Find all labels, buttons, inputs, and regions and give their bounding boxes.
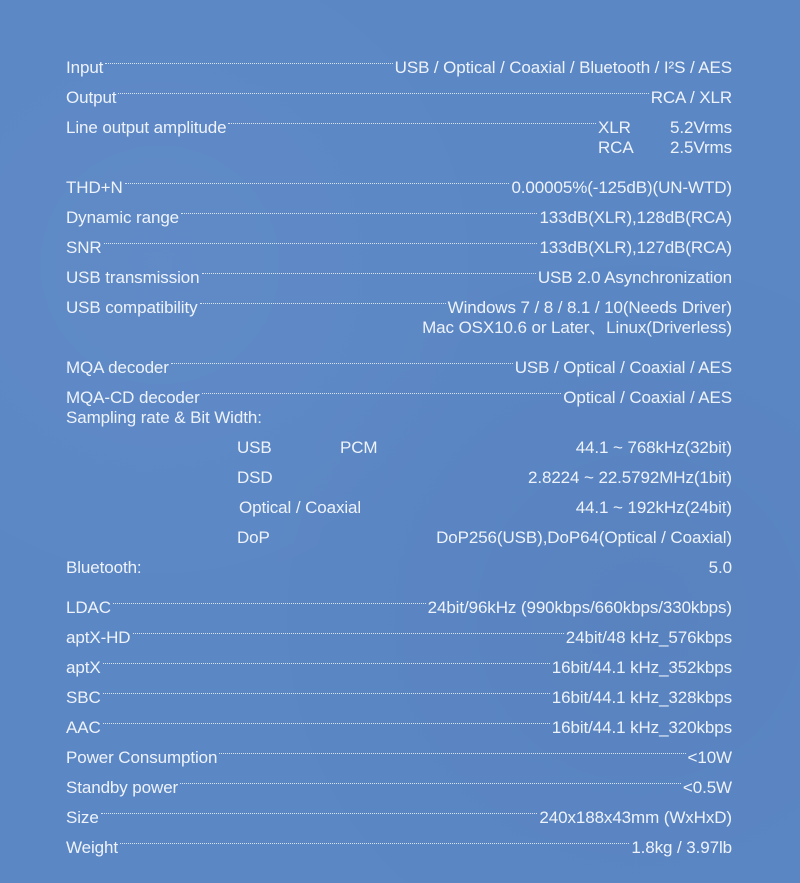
spec-row-line-output-amplitude <box>66 103 732 137</box>
spec-value: 16bit/44.1 kHz_328kbps <box>551 688 732 707</box>
dot-leader <box>200 283 446 313</box>
dot-leader <box>103 703 550 733</box>
sampling-row-usb <box>66 433 732 463</box>
spec-label: SBC <box>66 688 101 707</box>
spec-value: 240x188x43mm (WxHxD) <box>539 808 732 827</box>
dot-leader <box>219 733 685 763</box>
spec-label: USB compatibility <box>66 298 198 317</box>
spec-label: AAC <box>66 718 101 737</box>
dot-leader <box>180 763 681 793</box>
spec-value: <10W <box>687 748 732 767</box>
sampling-row-dsd <box>66 463 732 493</box>
spec-value: 133dB(XLR),127dB(RCA) <box>539 238 732 257</box>
spec-value: RCA / XLR <box>650 88 732 107</box>
spec-label: THD+N <box>66 178 123 197</box>
dot-leader <box>103 673 550 703</box>
dot-leader <box>125 163 510 193</box>
spec-row-mqa-decoder <box>66 343 732 377</box>
spec-label: Dynamic range <box>66 208 180 227</box>
spec-value: Mac OSX10.6 or Later、Linux(Driverless) <box>422 318 732 337</box>
spec-value: 133dB(XLR),128dB(RCA) <box>539 208 732 227</box>
dot-leader <box>181 193 537 223</box>
spec-value: Optical / Coaxial / AES <box>563 388 732 407</box>
xlr-value: 5.2Vrms <box>670 118 732 137</box>
spec-row-thd-n <box>66 163 732 197</box>
spec-label: aptX-HD <box>66 628 131 647</box>
sampling-row-optical-coaxial <box>66 493 732 523</box>
dot-leader <box>228 103 596 133</box>
spec-value: 16bit/44.1 kHz_352kbps <box>551 658 732 677</box>
sampling-key: DoP <box>237 528 270 547</box>
dot-leader <box>133 613 564 643</box>
dot-leader <box>202 253 536 283</box>
spec-label: MQA-CD decoder <box>66 388 200 407</box>
spec-value: 24bit/96kHz (990kbps/660kbps/330kbps) <box>427 598 732 617</box>
spec-label: SNR <box>66 238 102 257</box>
dot-leader <box>113 583 426 613</box>
spec-label: Weight <box>66 838 119 857</box>
spec-value: <0.5W <box>682 778 732 797</box>
spec-value: 16bit/44.1 kHz_320kbps <box>551 718 732 737</box>
spec-value: 1.8kg / 3.97lb <box>631 838 732 857</box>
sampling-row-dop <box>66 523 732 553</box>
spec-label: Input <box>66 58 104 77</box>
spec-value: 5.0 <box>708 558 732 577</box>
rca-key: RCA <box>598 138 634 157</box>
spec-row-input <box>66 43 732 77</box>
spec-value: USB / Optical / Coaxial / AES <box>514 358 732 377</box>
spec-label: USB transmission <box>66 268 200 287</box>
spec-value: USB / Optical / Coaxial / Bluetooth / I²S / AES <box>394 58 732 77</box>
sampling-key: USB <box>237 438 272 457</box>
spec-label: Bluetooth: <box>66 558 142 577</box>
spec-label: Size <box>66 808 99 827</box>
spec-label: Standby power <box>66 778 179 797</box>
spec-value: USB 2.0 Asynchronization <box>537 268 732 287</box>
spec-section-heading: Sampling rate & Bit Width: <box>66 408 262 427</box>
rca-value: 2.5Vrms <box>670 138 732 157</box>
spec-value <box>598 133 732 163</box>
dot-leader <box>202 373 562 403</box>
spec-row-output <box>66 73 732 107</box>
sampling-key: DSD <box>237 468 273 487</box>
dot-leader <box>105 43 392 73</box>
dot-leader <box>171 343 513 373</box>
dot-leader <box>101 793 538 823</box>
dot-leader <box>120 823 629 853</box>
spec-label: Output <box>66 88 117 107</box>
dot-leader <box>104 223 538 253</box>
spec-label: MQA decoder <box>66 358 169 377</box>
sampling-key: Optical / Coaxial <box>239 498 362 517</box>
spec-sheet <box>66 43 732 857</box>
spec-label: Power Consumption <box>66 748 218 767</box>
spec-row-power-consumption <box>66 733 732 767</box>
sampling-subkey: PCM <box>340 438 378 457</box>
sampling-value: DoP256(USB),DoP64(Optical / Coaxial) <box>436 528 732 547</box>
dot-leader <box>103 643 550 673</box>
spec-label: Line output amplitude <box>66 118 227 137</box>
sampling-value: 44.1 ~ 192kHz(24bit) <box>575 498 732 517</box>
spec-row-bluetooth <box>66 553 732 583</box>
spec-value: Windows 7 / 8 / 8.1 / 10(Needs Driver) <box>447 298 732 317</box>
spec-value: 0.00005%(-125dB)(UN-WTD) <box>511 178 732 197</box>
spec-row-ldac <box>66 583 732 617</box>
spec-value: 24bit/48 kHz_576kbps <box>565 628 732 647</box>
spec-label: LDAC <box>66 598 111 617</box>
sampling-value: 2.8224 ~ 22.5792MHz(1bit) <box>528 468 732 487</box>
sampling-value: 44.1 ~ 768kHz(32bit) <box>575 438 732 457</box>
dot-leader <box>118 73 648 103</box>
xlr-key: XLR <box>598 118 631 137</box>
spec-label: aptX <box>66 658 101 677</box>
spec-row-size <box>66 793 732 827</box>
